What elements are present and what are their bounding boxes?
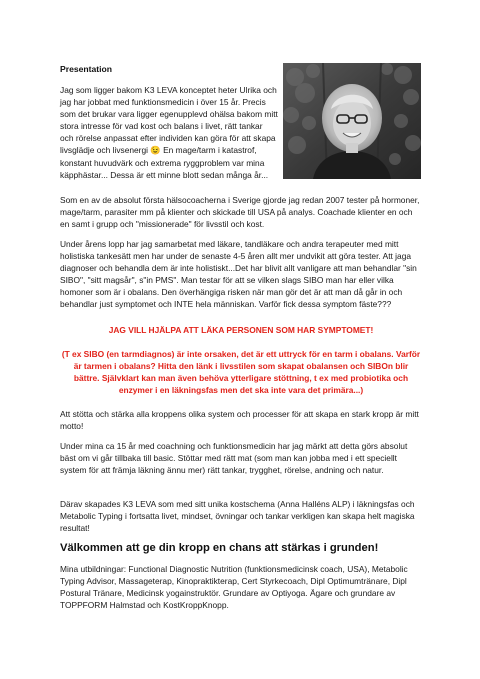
red-headline: JAG VILL HJÄLPA ATT LÄKA PERSONEN SOM HAR SYMPTOMET! xyxy=(108,325,374,335)
paragraph-holistic: Under årens lopp har jag samarbetat med läkare, tandläkare och andra terapeuter med mitt holistiska tankesätt men har under de senaste 4-5 åren allt mer undvikit att göra tester. Att jaga diagnoser och behandla dem är inte holistiskt...Det har blivit allt vanligare att man behandlar "sin SIBO", "sitt magsår", s"in PMS". Man testar för att se vilken slags SIBO man har eller vilka homoner som är i obalans. Den överhängiga risken när man gör det är att man då går in och behandlar just symptomet och INTE hela människan. Varför fick dessa symptom fäste??? xyxy=(60,239,417,310)
intro-paragraph: Jag som ligger bakom K3 LEVA konceptet heter Ulrika och jag har jobbat med funktionsmedicin i över 15 år. Precis som det brukar vara ligger egenupplevd ohälsa bakom mitt stora intresse för vad kost och balans i livet, rätt tankar och rörelse anpassat efter individen kan göra för att skapa livsglädje och livsenergi 😉 En mage/tarm i katastrof, konstant huvudvärk och extrema ryggproblem var mina käpphästar... Dessa är ett minne blott sedan många år... xyxy=(60,85,278,180)
paragraph-education: Mina utbildningar: Functional Diagnostic Nutrition (funktionsmedicinsk coach, USA), Metabolic Typing Advisor, Massageterap, Kinopraktikterap, Cert Styrkecoach, Dipl Optimumtränare, Dipl Postural Tränare, Medicinsk yogainstruktör. Grundare av Optiyoga. Ägare och grundare av TOPPFORM Halmstad och KostKroppKnopp. xyxy=(60,564,408,611)
paragraph-motto: Att stötta och stärka alla kroppens olika system och processer för att skapa en stark kropp är mitt motto! xyxy=(60,409,419,432)
section-heading: Presentation xyxy=(60,64,113,74)
portrait-photo xyxy=(283,63,421,179)
paragraph-history: Som en av de absolut första hälsocoacherna i Sverige gjorde jag redan 2007 tester på hormoner, mage/tarm, parasiter mm på klienter och skickade till USA på analys. Coachade klienter en och en samt i grupp och "missionerade" för livsstil och kost. xyxy=(60,195,420,230)
paragraph-k3-leva: Därav skapades K3 LEVA som med sitt unika kostschema (Anna Halléns ALP) i läkningsfas och Metabolic Typing i fortsatta livet, mindset, övningar och tankar verkligen kan skapa helt magiska resultat! xyxy=(60,499,415,534)
welcome-heading: Välkommen att ge din kropp en chans att stärkas i grunden! xyxy=(60,542,379,554)
paragraph-basics: Under mina ca 15 år med coachning och funktionsmedicin har jag märkt att detta görs absolut bäst om vi går tillbaka till basic. Stöttar med rätt mat (som man kan jobba med i ett speciellt system för att främja läkning ännu mer) rätt tankar, trygghet, rörelse, andning och natur. xyxy=(60,441,408,476)
red-paragraph: (T ex SIBO (en tarmdiagnos) är inte orsaken, det är ett uttryck för en tarm i obalans. Varför är tarmen i obalans? Hitta den länk i livsstilen som skapat obalansen och SIBOn blir bättre. Självklart kan man även behöva ytterligare stöttning, t ex med probiotika och enzymer i en läkningsfas men det ska inte vara det primära...) xyxy=(61,349,421,396)
